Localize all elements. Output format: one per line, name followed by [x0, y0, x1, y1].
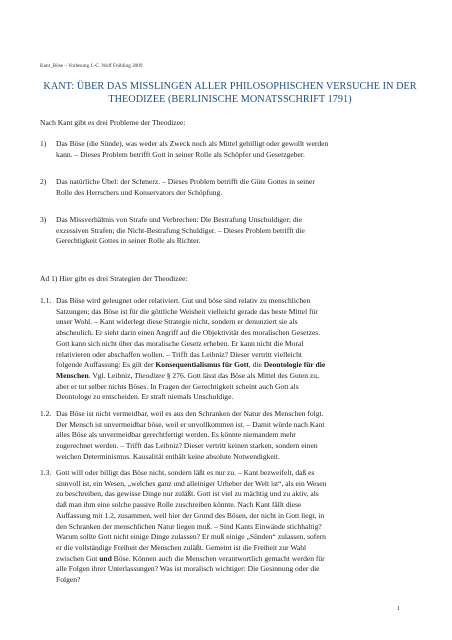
problem-3: [40, 215, 416, 247]
s13-line: alle Folgen ihrer Unterlassungen? Was ist moralisch wichtiger: Die Gesinnung oder die: [56, 564, 320, 574]
section-1-3-number: 1.3.: [40, 468, 52, 477]
ad1-heading: Ad 1) Hier gibt es drei Strategien der Theodizee:: [40, 274, 188, 283]
s13-line: daß man ihm eine solche passive Rolle zuschreiben könnte. Nach Kant fällt diese: [56, 500, 302, 510]
s13-text: Böse. Können auch die Menschen verantwortlich gemacht werden für: [111, 553, 325, 563]
intro-paragraph: Nach Kant gibt es drei Probleme der Theodizee:: [40, 118, 186, 127]
problem-2: [40, 177, 416, 198]
s11-italic-theodizee: Theodizee: [134, 370, 165, 380]
problem-1: [40, 139, 416, 160]
problem-3-line-2: exzessiven Strafen; die Nicht-Bestrafung Schuldiger. – Dieses Problem betrifft die: [56, 225, 305, 235]
s13-line: Gott will oder billigt das Böse nicht, sondern läßt es nur zu. – Kant bezweifelt, daß es: [56, 468, 315, 477]
s12-line: alles Böse als unvermeidbar gerechtfertigt werden. Es könnte niemandem mehr: [56, 430, 296, 440]
s11-text: folgende Auffassung: Es gilt der: [56, 360, 156, 370]
s13-line: er die vollständige Freiheit der Menschen zuläßt. Gemeint ist die Freiheit zur Wahl: [56, 542, 307, 552]
s13-line: Folgen?: [56, 575, 81, 585]
s11-line: aber er tut selber nichts Böses. In Fragen der Gerechtigkeit scheint auch Gott als: [56, 381, 299, 391]
problem-2-number: 2): [40, 177, 47, 186]
s11-text: § 276. Gott lässt das Böse als Mittel des Guten zu,: [164, 370, 319, 380]
title-line-2: THEODIZEE (BERLINISCHE MONATSSCHRIFT 1791): [108, 94, 352, 105]
problem-1-line-2: kann. – Dieses Problem betrifft Gott in seiner Rolle als Schöpfer und Gesetzgeber.: [56, 149, 305, 159]
running-header: Kant_Böse – Vorlesung J.-C. Wolf Frühling 2009: [40, 63, 143, 69]
s13-line: [56, 554, 416, 565]
page-number: 1: [397, 606, 400, 612]
s11-text: . Vgl. Leibniz,: [88, 370, 135, 380]
problem-3-line-3: Gerechtigkeit Gottes in seiner Rolle als Richter.: [56, 236, 201, 246]
s11-line: [56, 371, 416, 382]
section-1-2-number: 1.2.: [40, 409, 52, 418]
problem-1-number: 1): [40, 139, 47, 148]
s11-line: Das Böse wird geleugnet oder relativiert. Gut und böse sind relativ zu menschlichen: [56, 296, 311, 305]
problem-2-line-1: Das natürliche Übel: der Schmerz. – Dieses Problem betrifft die Güte Gottes in seiner: [56, 177, 315, 186]
s11-line: relativieren oder abschaffen wollen. – Trifft das Leibniz? Dieser vertritt vielleicht: [56, 349, 302, 359]
s11-bold-humans: Menschen: [56, 370, 89, 380]
s12-line: weichen Determinismus. Kausalität enthält keine absolute Notwendigkeit.: [56, 451, 280, 461]
title-line-1: KANT: ÜBER DAS MISSLINGEN ALLER PHILOSOPHISCHEN VERSUCHE IN DER: [43, 81, 417, 92]
s12-line: Das Böse ist nicht vermeidbar, weil es aus den Schranken der Natur des Menschen folgt.: [56, 409, 324, 418]
section-1-1: [40, 296, 416, 403]
s13-line: Warum sollte Gott nicht einige Dinge zulassen? Er muß einige „Sünden“ zulassen, sofern: [56, 532, 326, 542]
s11-bold-consequentialism: Konsequentialismus für Gott: [155, 360, 249, 370]
problem-1-line-1: Das Böse (die Sünde), was weder als Zweck noch als Mittel gebilligt oder gewollt werden: [56, 139, 329, 148]
s11-bold-deontology: Deontologie für die: [263, 360, 326, 370]
problem-3-line-1: Das Missverhältnis von Strafe und Verbrechen: Die Bestrafung Unschuldiger; die: [56, 215, 303, 224]
s13-line: zu beschreiben, das gewisse Dinge nur zuläßt. Gott ist viel zu mächtig und zu aktiv, als: [56, 489, 319, 499]
s11-line: unser Wohl. – Kant widerlegt diese Strategie nicht, sondern er denunziert sie als: [56, 317, 298, 327]
s12-line: Der Mensch ist unvermeidbar böse, weil er unvollkommen ist. – Damit würde nach Kant: [56, 419, 325, 429]
s11-line: Gott kann sich nicht über das moralische Gesetz erheben. Er kann nicht die Moral: [56, 338, 304, 348]
s11-line: Deontologe zu entscheiden. Er straft niemals Unschuldige.: [56, 392, 234, 402]
s11-line: [56, 360, 416, 371]
problem-3-number: 3): [40, 215, 47, 224]
s13-bold-and: und: [99, 553, 112, 563]
s13-line: sinnvoll ist, ein Wesen, „welches ganz und alleiniger Urheber der Welt ist“, als ein Wesen: [56, 478, 327, 488]
section-1-3: [40, 468, 416, 586]
section-1-1-number: 1.1.: [40, 296, 52, 305]
section-1-2: [40, 409, 416, 463]
document-title: [40, 80, 420, 106]
s13-line: den Schranken der menschlichen Natur liegen muß. – Sind Kants Einwände stichhaltig?: [56, 521, 322, 531]
problem-2-line-2: Rolle des Herrschers und Konservators der Schöpfung.: [56, 187, 223, 197]
s13-line: Auffassung mit 1.2, zusammen, weil hier der Grund des Bösen, der nicht in Gott liegt, in: [56, 510, 325, 520]
s11-line: abscheulich. Er sieht darin einen Angriff auf die Objektivität des moralischen Gesetzes.: [56, 328, 321, 338]
s11-line: Satzungen; das Böse ist für die göttliche Weisheit vielleicht gerade das beste Mittel für: [56, 306, 318, 316]
s11-text: , die: [248, 360, 264, 370]
s12-line: zugerechnet werden. – Trifft das Leibniz? Dieser vertritt keinen starken, sondern einen: [56, 441, 318, 451]
s13-text: zwischen Gut: [56, 553, 100, 563]
